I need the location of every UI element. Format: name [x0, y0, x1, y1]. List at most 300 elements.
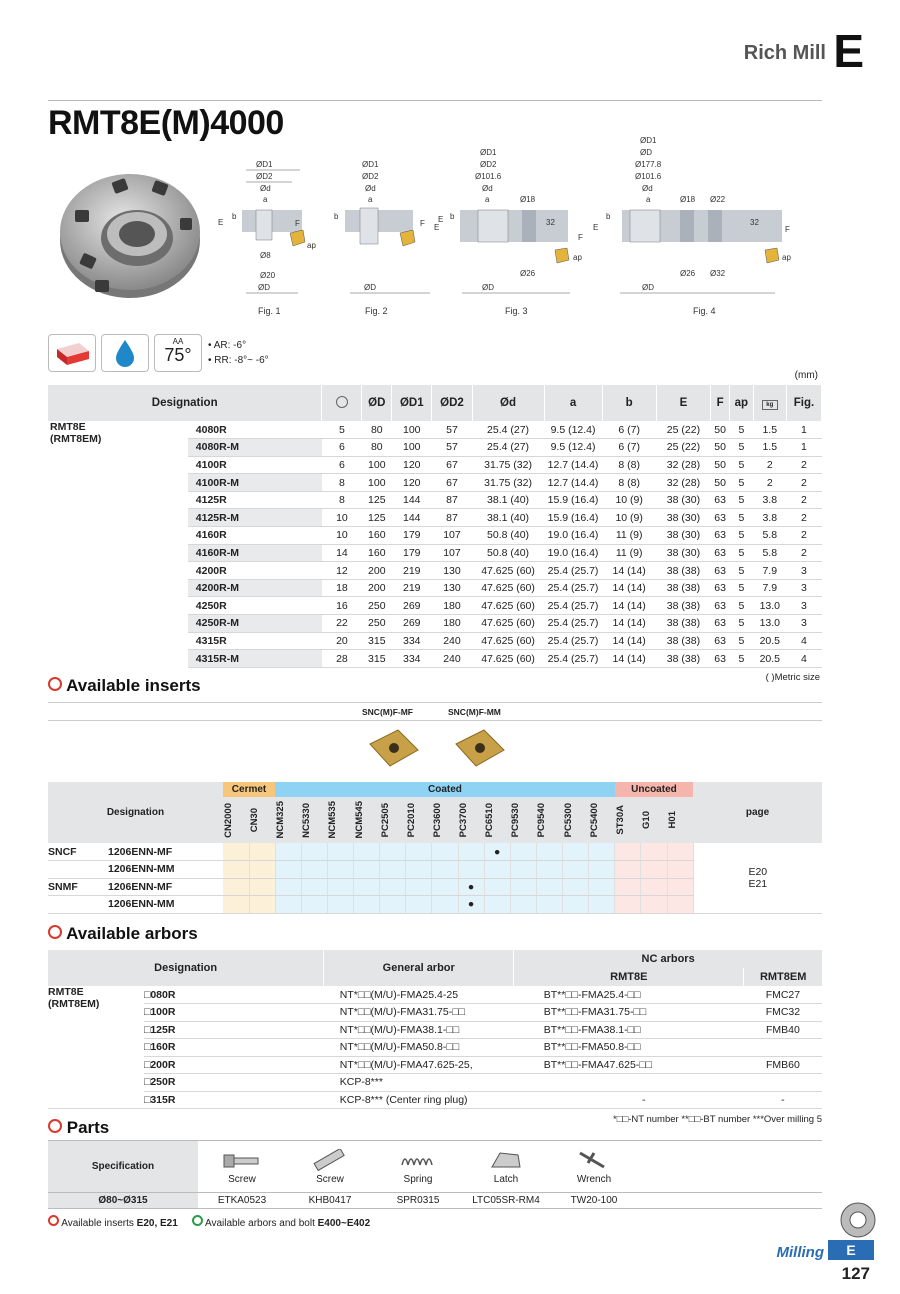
- fig4-d32: Ø32: [710, 269, 726, 278]
- spec-designation: 4080R: [188, 421, 322, 439]
- arb-col-nc: NC arbors: [514, 950, 822, 968]
- fig3-d2: ØD2: [480, 160, 497, 169]
- fig2-dd: ØD: [364, 283, 376, 292]
- spec-cell: 47.625 (60): [472, 632, 544, 650]
- spec-cell: 334: [392, 650, 432, 668]
- spec-cell: 57: [432, 439, 472, 457]
- grade-header: [667, 797, 693, 843]
- grade-cell: [484, 896, 510, 914]
- group-line: RMT8E: [48, 986, 84, 998]
- spec-cell: 120: [392, 474, 432, 492]
- col-e: E: [656, 385, 710, 421]
- fig1-f: F: [295, 219, 300, 228]
- spec-cell: 38 (38): [656, 562, 710, 580]
- grade-cell: [536, 861, 562, 879]
- arbor-nc: BT**□□-FMA38.1-□□: [514, 1021, 744, 1039]
- wrench-icon: [574, 1149, 614, 1171]
- spec-cell: 38 (38): [656, 632, 710, 650]
- arbor-nc: BT**□□-FMA47.625-□□: [514, 1056, 744, 1074]
- spec-cell: 200: [362, 579, 392, 597]
- spec-cell: 107: [432, 544, 472, 562]
- spec-cell: 10: [322, 527, 362, 545]
- fig2-d1: ØD1: [362, 160, 379, 169]
- spec-cell: 2: [753, 474, 786, 492]
- section-arrow-icon: [48, 925, 62, 939]
- fig1-d2: ØD2: [256, 172, 273, 181]
- arbor-notes: *□□-NT number **□□-BT number ***Over milling 5: [613, 1114, 822, 1125]
- spec-cell: 80: [362, 421, 392, 439]
- spec-designation: 4100R-M: [188, 474, 322, 492]
- part-latch: [462, 1141, 550, 1193]
- spec-cell: 1.5: [753, 439, 786, 457]
- parts-spec-label: Specification: [48, 1141, 198, 1193]
- col-designation: Designation: [48, 385, 322, 421]
- spec-designation: 4125R: [188, 491, 322, 509]
- spec-cell: 179: [392, 527, 432, 545]
- footer-inserts-pages[interactable]: E20, E21: [136, 1218, 178, 1229]
- grade-cell: [432, 896, 458, 914]
- spec-cell: 38 (30): [656, 491, 710, 509]
- grade-cell: [275, 896, 301, 914]
- insert-code: 1206ENN-MF: [108, 880, 173, 893]
- spec-cell: 2: [786, 474, 821, 492]
- header-divider: [48, 100, 822, 101]
- spec-cell: 25.4 (25.7): [544, 632, 602, 650]
- grade-label: PC2505: [379, 802, 391, 838]
- spec-cell: 63: [711, 597, 730, 615]
- spec-cell: 180: [432, 615, 472, 633]
- spec-cell: 50: [711, 421, 730, 439]
- spec-cell: 38 (38): [656, 597, 710, 615]
- fig3-ap: ap: [573, 253, 582, 262]
- grade-cell: [563, 878, 589, 896]
- spec-cell: 8: [322, 491, 362, 509]
- spec-cell: 63: [711, 509, 730, 527]
- spec-cell: 47.625 (60): [472, 562, 544, 580]
- grade-cell: [354, 843, 380, 861]
- footer-arbors-pages[interactable]: E400~E402: [317, 1218, 371, 1229]
- grade-label: PC3600: [431, 802, 443, 838]
- arbor-general: KCP-8*** (Center ring plug): [324, 1091, 514, 1109]
- spec-cell: 5: [322, 421, 362, 439]
- grade-cell: [510, 843, 536, 861]
- grade-cell: [563, 843, 589, 861]
- grade-cell: [432, 861, 458, 879]
- spec-cell: 47.625 (60): [472, 615, 544, 633]
- spec-cell: 1.5: [753, 421, 786, 439]
- spec-cell: 100: [392, 421, 432, 439]
- grade-label: CN30: [249, 807, 261, 833]
- grade-cell: ●: [458, 896, 484, 914]
- spec-cell: 5: [730, 579, 754, 597]
- spec-cell: 6 (7): [602, 439, 656, 457]
- parts-title: Parts: [66, 1118, 110, 1137]
- grade-cell: ●: [458, 878, 484, 896]
- spec-cell: 25.4 (25.7): [544, 579, 602, 597]
- latch-icon: [486, 1149, 526, 1171]
- part-code: ETKA0523: [217, 1195, 267, 1206]
- unit-label: (mm): [794, 370, 818, 381]
- spec-cell: 5: [730, 597, 754, 615]
- spec-cell: 25 (22): [656, 439, 710, 457]
- fig3-b: b: [450, 212, 455, 221]
- spec-cell: 63: [711, 562, 730, 580]
- spec-cell: 25.4 (27): [472, 439, 544, 457]
- grade-header: [484, 797, 510, 843]
- spec-cell: 38 (30): [656, 509, 710, 527]
- arbors-heading: [48, 924, 198, 944]
- arbor-row: [48, 1056, 822, 1074]
- spec-cell: 20.5: [753, 650, 786, 668]
- grade-header: [223, 797, 249, 843]
- spec-cell: 25.4 (25.7): [544, 615, 602, 633]
- grade-header: [327, 797, 353, 843]
- footer-inserts-text: Available inserts: [61, 1218, 134, 1229]
- insert-label-mf: SNC(M)F-MF: [362, 707, 413, 717]
- spec-cell: 20: [322, 632, 362, 650]
- arbor-code: □080R: [144, 986, 324, 1004]
- arbor-em: FMC27: [744, 986, 822, 1004]
- page-ref[interactable]: E21: [748, 877, 768, 890]
- grade-header: [380, 797, 406, 843]
- fig4-b: b: [606, 212, 611, 221]
- grade-cell: [510, 896, 536, 914]
- grade-cell: [354, 861, 380, 879]
- fig3-d: Ød: [482, 184, 493, 193]
- grade-header: [510, 797, 536, 843]
- spec-cell: 38 (38): [656, 579, 710, 597]
- grade-cell: [380, 843, 406, 861]
- grade-cell: [327, 878, 353, 896]
- grade-cell: [327, 843, 353, 861]
- fig4-d22: Ø22: [710, 195, 726, 204]
- part-name: Screw: [228, 1173, 256, 1185]
- fig3-dd: ØD: [482, 283, 494, 292]
- spec-cell: 160: [362, 544, 392, 562]
- grade-cell: [275, 843, 301, 861]
- inserts-title: Available inserts: [66, 676, 201, 695]
- insert-group: SNCF: [48, 845, 77, 858]
- arbor-group: [48, 986, 144, 1109]
- spec-cell: 3: [786, 615, 821, 633]
- spec-cell: 14 (14): [602, 615, 656, 633]
- fig4-32: 32: [750, 218, 759, 227]
- spec-cell: 5: [730, 527, 754, 545]
- arbor-row: [48, 1074, 822, 1092]
- grade-cell: [589, 843, 615, 861]
- grade-cell: [641, 878, 667, 896]
- grade-cell: ●: [484, 843, 510, 861]
- grade-label: PC9530: [510, 802, 522, 838]
- spec-designation: 4315R-M: [188, 650, 322, 668]
- part-screw2: [286, 1141, 374, 1193]
- angle-value: 75°: [164, 345, 192, 365]
- fig3-f: F: [578, 233, 583, 242]
- spec-designation: 4250R-M: [188, 615, 322, 633]
- insert-designation: [48, 861, 223, 879]
- spec-cell: 8 (8): [602, 474, 656, 492]
- grade-header: [354, 797, 380, 843]
- spec-cell: 38 (38): [656, 650, 710, 668]
- grade-cell: [354, 896, 380, 914]
- grade-header: [458, 797, 484, 843]
- spec-cell: 180: [432, 597, 472, 615]
- fig4-ap: ap: [782, 253, 791, 262]
- grade-label: PC2010: [405, 802, 417, 838]
- fig4-f: F: [785, 225, 790, 234]
- spec-cell: 14 (14): [602, 597, 656, 615]
- spec-cell: 11 (9): [602, 544, 656, 562]
- spec-cell: 7.9: [753, 579, 786, 597]
- divider: [48, 720, 822, 721]
- fig1-d1: ØD1: [256, 160, 273, 169]
- spec-cell: 38.1 (40): [472, 509, 544, 527]
- spec-designation: 4315R: [188, 632, 322, 650]
- grade-cell: [223, 861, 249, 879]
- arbor-code: □100R: [144, 1004, 324, 1022]
- grade-cell: [615, 843, 641, 861]
- axial-rake: • AR: -6°: [208, 340, 247, 351]
- grade-cell: [223, 878, 249, 896]
- spec-cell: 12.7 (14.4): [544, 456, 602, 474]
- screw-icon: [310, 1149, 350, 1171]
- arbor-general: NT*□□(M/U)-FMA31.75-□□: [324, 1004, 514, 1022]
- grade-header: [406, 797, 432, 843]
- link-arrow-icon: [48, 1215, 59, 1226]
- grade-cell: [667, 843, 693, 861]
- spec-designation: 4160R: [188, 527, 322, 545]
- part-code: KHB0417: [308, 1195, 352, 1206]
- spec-cell: 5: [730, 491, 754, 509]
- grade-label: PC5400: [588, 802, 600, 838]
- arbor-code: □160R: [144, 1039, 324, 1057]
- page-title: RMT8E(M)4000: [48, 104, 284, 142]
- col-f: F: [711, 385, 730, 421]
- grade-cell: [406, 878, 432, 896]
- part-code: SPR0315: [396, 1195, 440, 1206]
- ins-col-designation: Designation: [48, 782, 223, 843]
- grade-cell: [484, 878, 510, 896]
- spec-cell: 25.4 (25.7): [544, 650, 602, 668]
- fig3-a: a: [485, 195, 490, 204]
- approach-angle-icon: [154, 334, 202, 372]
- grade-cell: [249, 896, 275, 914]
- page-ref[interactable]: E20: [748, 865, 768, 878]
- brand-title: Rich Mill: [743, 42, 826, 64]
- section-arrow-icon: [48, 677, 62, 691]
- spec-cell: 25 (22): [656, 421, 710, 439]
- spec-designation: 4125R-M: [188, 509, 322, 527]
- spec-cell: 250: [362, 615, 392, 633]
- fig2-d: Ød: [365, 184, 376, 193]
- radial-rake: • RR: -8°~ -6°: [208, 355, 269, 366]
- part-name: Screw: [316, 1173, 344, 1185]
- grade-cell: [327, 896, 353, 914]
- grade-cell: [641, 861, 667, 879]
- fig1-dd: ØD: [258, 283, 270, 292]
- grade-cell: [484, 861, 510, 879]
- spec-cell: 315: [362, 650, 392, 668]
- spec-cell: 10: [322, 509, 362, 527]
- spec-designation: 4080R-M: [188, 439, 322, 457]
- grade-cell: [536, 878, 562, 896]
- arbor-general: NT*□□(M/U)-FMA38.1-□□: [324, 1021, 514, 1039]
- spec-group: [48, 421, 188, 667]
- spec-cell: 179: [392, 544, 432, 562]
- footer-links: [48, 1215, 370, 1229]
- spec-cell: 63: [711, 632, 730, 650]
- spec-cell: 315: [362, 632, 392, 650]
- fig2-b: b: [334, 212, 339, 221]
- section-arrow-icon: [48, 1119, 62, 1133]
- insert-pages[interactable]: [693, 843, 822, 913]
- spec-cell: 219: [392, 562, 432, 580]
- arbor-row: [48, 1091, 822, 1109]
- fig3-d18: Ø18: [520, 195, 536, 204]
- spec-cell: 22: [322, 615, 362, 633]
- fig1-d: Ød: [260, 184, 271, 193]
- grade-label: H01: [667, 811, 679, 829]
- spec-cell: 334: [392, 632, 432, 650]
- spec-cell: 25.4 (25.7): [544, 597, 602, 615]
- coated-header: Coated: [275, 782, 615, 797]
- arb-col-rmt8em: RMT8EM: [744, 968, 822, 986]
- arbors-table: [48, 950, 822, 1109]
- part-name: Latch: [493, 1173, 519, 1185]
- spec-cell: 250: [362, 597, 392, 615]
- spec-cell: 87: [432, 491, 472, 509]
- spec-cell: 13.0: [753, 597, 786, 615]
- col-d2: ØD2: [432, 385, 472, 421]
- parts-blank: [638, 1141, 822, 1193]
- grade-cell: [615, 861, 641, 879]
- spec-cell: 25.4 (27): [472, 421, 544, 439]
- spec-cell: 269: [392, 615, 432, 633]
- link-arrow-icon: [192, 1215, 203, 1226]
- part-name: Spring: [403, 1173, 433, 1185]
- grade-cell: [536, 896, 562, 914]
- spec-cell: 130: [432, 562, 472, 580]
- col-b: b: [602, 385, 656, 421]
- grade-label: NC5330: [301, 802, 313, 838]
- spec-cell: 13.0: [753, 615, 786, 633]
- spec-cell: 6 (7): [602, 421, 656, 439]
- fig1-b: b: [232, 212, 237, 221]
- angle-label: AA: [172, 337, 184, 346]
- grade-cell: [275, 861, 301, 879]
- spec-cell: 15.9 (16.4): [544, 491, 602, 509]
- spec-cell: 160: [362, 527, 392, 545]
- grade-cell: [615, 896, 641, 914]
- spec-cell: 8 (8): [602, 456, 656, 474]
- cermet-header: Cermet: [223, 782, 275, 797]
- insert-images: [360, 726, 510, 776]
- footer-arbors-text: Available arbors and bolt: [204, 1218, 315, 1229]
- grade-cell: [563, 861, 589, 879]
- fig4-caption: Fig. 4: [693, 306, 716, 316]
- spec-cell: 125: [362, 509, 392, 527]
- spec-cell: 14: [322, 544, 362, 562]
- fig3-caption: Fig. 3: [505, 306, 528, 316]
- arbor-em: [744, 1039, 822, 1057]
- spec-cell: 269: [392, 597, 432, 615]
- fig1-ap: ap: [307, 241, 316, 250]
- grade-cell: [589, 878, 615, 896]
- fig4-d18: Ø18: [680, 195, 696, 204]
- spec-cell: 14 (14): [602, 650, 656, 668]
- spec-cell: 200: [362, 562, 392, 580]
- grade-cell: [589, 896, 615, 914]
- spec-cell: 5: [730, 421, 754, 439]
- grade-cell: [641, 896, 667, 914]
- grade-header: [249, 797, 275, 843]
- grade-cell: [458, 861, 484, 879]
- arbor-row: [48, 986, 822, 1004]
- spec-cell: 31.75 (32): [472, 474, 544, 492]
- spec-cell: 5: [730, 474, 754, 492]
- grade-cell: [589, 861, 615, 879]
- col-a: a: [544, 385, 602, 421]
- spec-cell: 219: [392, 579, 432, 597]
- spec-cell: 32 (28): [656, 474, 710, 492]
- grade-cell: [536, 843, 562, 861]
- spec-cell: 5: [730, 544, 754, 562]
- spec-cell: 4: [786, 632, 821, 650]
- spec-cell: 240: [432, 632, 472, 650]
- arbor-code: □315R: [144, 1091, 324, 1109]
- grade-label: ST30A: [614, 805, 626, 835]
- spec-cell: 15.9 (16.4): [544, 509, 602, 527]
- grade-cell: [641, 843, 667, 861]
- fig4-d1: ØD1: [640, 136, 657, 145]
- arbor-code: □200R: [144, 1056, 324, 1074]
- arbor-row: [48, 1039, 822, 1057]
- insert-code: 1206ENN-MM: [108, 898, 175, 911]
- fig2-d2: ØD2: [362, 172, 379, 181]
- fig4-dd: Ød: [642, 184, 653, 193]
- grade-header: [615, 797, 641, 843]
- part-wrench: [550, 1141, 638, 1193]
- grade-cell: [249, 843, 275, 861]
- fig4-e: E: [593, 223, 599, 232]
- arb-col-general: General arbor: [324, 950, 514, 986]
- grade-cell: [432, 878, 458, 896]
- spec-cell: 1: [786, 439, 821, 457]
- spec-designation: 4250R: [188, 597, 322, 615]
- spec-designation: 4200R-M: [188, 579, 322, 597]
- arbor-general: NT*□□(M/U)-FMA25.4-25: [324, 986, 514, 1004]
- part-code: LTC05SR-RM4: [472, 1195, 540, 1206]
- spec-cell: 5: [730, 650, 754, 668]
- insert-code: 1206ENN-MM: [108, 863, 175, 876]
- spec-cell: 63: [711, 491, 730, 509]
- insert-designation: [48, 878, 223, 896]
- spec-cell: 3.8: [753, 491, 786, 509]
- grade-cell: [275, 878, 301, 896]
- spec-cell: 144: [392, 491, 432, 509]
- spec-cell: 80: [362, 439, 392, 457]
- spec-cell: 12.7 (14.4): [544, 474, 602, 492]
- grade-cell: [380, 861, 406, 879]
- fig4-d101: Ø101.6: [635, 172, 662, 181]
- spec-cell: 50: [711, 456, 730, 474]
- spec-cell: 4: [786, 650, 821, 668]
- spec-cell: 63: [711, 579, 730, 597]
- spec-cell: 3.8: [753, 509, 786, 527]
- arbor-row: [48, 1021, 822, 1039]
- material-icon: [48, 334, 96, 372]
- fig2-caption: Fig. 2: [365, 306, 388, 316]
